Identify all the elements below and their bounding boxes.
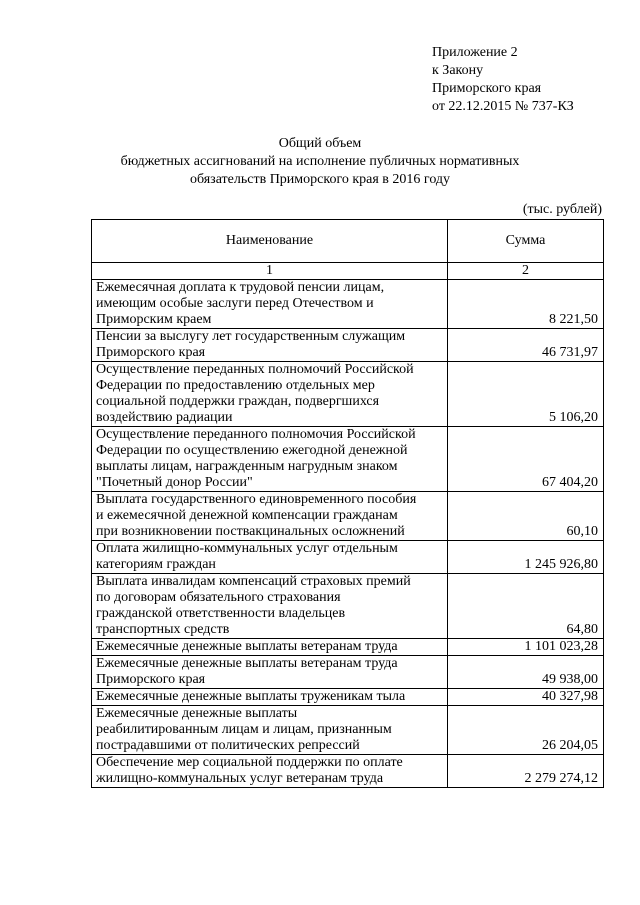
row-name-line: гражданской ответственности владельцев [96,606,346,621]
document-title [0,135,640,189]
appendix-line: к Закону [432,63,484,78]
table-row [92,362,604,427]
row-sum: 64,80 [448,574,604,639]
row-sum: 1 101 023,28 [448,639,604,656]
appendix-line: от 22.12.2015 № 737-КЗ [432,99,574,114]
units-label: (тыс. рублей) [522,202,602,217]
row-name-line: Ежемесячные денежные выплаты ветеранам труда [96,639,398,654]
row-name [92,656,448,689]
row-name-line: Федерации по предоставлению отдельных мер [96,378,375,393]
row-name-line: Ежемесячные денежные выплаты [96,706,298,721]
row-sum: 40 327,98 [448,689,604,706]
table-row [92,574,604,639]
appendix-block [432,44,574,116]
row-sum: 49 938,00 [448,656,604,689]
row-name [92,755,448,788]
row-name [92,689,448,706]
row-sum: 46 731,97 [448,329,604,362]
row-name-line: пострадавшими от политических репрессий [96,738,360,753]
row-sum: 1 245 926,80 [448,541,604,574]
row-sum: 26 204,05 [448,706,604,755]
row-sum: 5 106,20 [448,362,604,427]
row-name-line: социальной поддержки граждан, подвергшихся [96,394,380,409]
row-name [92,427,448,492]
header-name: Наименование [92,220,448,263]
row-name-line: Приморским краем [96,312,212,327]
row-name-line: Выплата инвалидам компенсаций страховых премий [96,574,411,589]
row-name-line: при возникновении поствакцинальных осложнений [96,524,405,539]
title-line: бюджетных ассигнований на исполнение публичных нормативных [120,154,520,169]
column-number-2: 2 [448,263,604,280]
row-name-line: категориям граждан [96,557,216,572]
table-row [92,541,604,574]
row-name [92,541,448,574]
title-line: Общий объем [278,136,362,151]
obligations-table [91,219,604,788]
appendix-line: Приложение 2 [432,45,518,60]
row-name-line: Осуществление переданных полномочий Российской [96,362,414,377]
row-name-line: реабилитированным лицам и лицам, признанным [96,722,392,737]
row-sum: 2 279 274,12 [448,755,604,788]
row-name-line: по договорам обязательного страхования [96,590,341,605]
row-name-line: Пенсии за выслугу лет государственным служащим [96,329,406,344]
row-name [92,362,448,427]
row-name-line: Приморского края [96,345,206,360]
row-name-line: выплаты лицам, награжденным нагрудным знаком [96,459,398,474]
title-line: обязательств Приморского края в 2016 году [189,172,451,187]
row-name-line: Выплата государственного единовременного пособия [96,492,417,507]
header-sum: Сумма [448,220,604,263]
appendix-line: Приморского края [432,81,542,96]
row-name-line: Федерации по осуществлению ежегодной денежной [96,443,408,458]
table-row [92,492,604,541]
row-name-line: Обеспечение мер социальной поддержки по оплате [96,755,403,770]
row-name-line: Ежемесячные денежные выплаты ветеранам труда [96,656,398,671]
row-name-line: Ежемесячные денежные выплаты труженикам тыла [96,689,406,704]
table-row [92,329,604,362]
row-name-line: Ежемесячная доплата к трудовой пенсии лицам, [96,280,385,295]
table-row [92,656,604,689]
row-sum: 60,10 [448,492,604,541]
table-header-row [92,220,604,263]
row-name-line: Осуществление переданного полномочия Российской [96,427,416,442]
row-name [92,706,448,755]
table-row [92,280,604,329]
table-row [92,755,604,788]
row-name [92,639,448,656]
row-name-line: "Почетный донор России" [96,475,253,490]
row-name-line: воздействию радиации [96,410,233,425]
column-number-row [92,263,604,280]
row-name-line: транспортных средств [96,622,230,637]
row-name-line: имеющим особые заслуги перед Отечеством и [96,296,374,311]
row-name [92,280,448,329]
table-row [92,706,604,755]
table-row [92,639,604,656]
table-row [92,427,604,492]
table-row [92,689,604,706]
row-name-line: жилищно-коммунальных услуг ветеранам труда [96,771,384,786]
row-name-line: Оплата жилищно-коммунальных услуг отдельным [96,541,398,556]
row-sum: 8 221,50 [448,280,604,329]
table-body [92,280,604,788]
row-name [92,492,448,541]
row-name [92,329,448,362]
row-name-line: Приморского края [96,672,206,687]
row-name [92,574,448,639]
row-sum: 67 404,20 [448,427,604,492]
column-number-1: 1 [92,263,448,280]
row-name-line: и ежемесячной денежной компенсации гражданам [96,508,398,523]
